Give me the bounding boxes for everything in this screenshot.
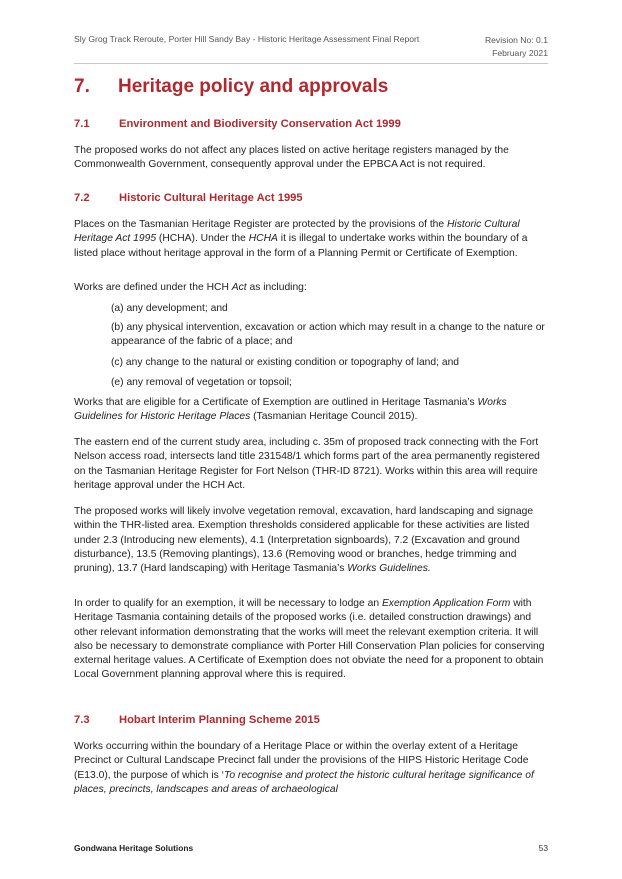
form-title-italic: Exemption Application Form [381, 598, 511, 609]
section-title: Historic Cultural Heritage Act 1995 [119, 192, 303, 204]
section-7-2-heading [74, 192, 303, 204]
footer-company: Gondwana Heritage Solutions [74, 843, 194, 853]
header-divider [74, 63, 548, 64]
list-item-c: (c) any change to the natural or existing condition or topography of land; and [111, 357, 460, 368]
paragraph-thr-protection [74, 218, 548, 261]
purpose-quote-italic: To recognise and protect the historic cultural heritage significance of places, precincts, landscapes and areas of archaeological [74, 769, 534, 795]
text-run: Works occurring within the boundary of a Heritage Place or within the overlay extent of a Heritage Precinct or Cultural Landscape Precinct fall under the provisions of the HIPS Historic Heritage Code (E13.0), the purpose of which is ‘ [74, 741, 529, 781]
paragraph-proposed-works [74, 505, 548, 576]
chapter-title: Heritage policy and approvals [118, 76, 389, 97]
section-7-1-paragraph: The proposed works do not affect any places listed on active heritage registers managed by the Commonwealth Government, consequently approval under the EPBCA Act is not required. [74, 145, 509, 171]
guidelines-title-italic: Works Guidelines for Historic Heritage Places [74, 397, 507, 423]
text-run: Works that are eligible for a Certificate of Exemption are outlined in Heritage Tasmania’s [74, 397, 478, 408]
section-7-3-heading [74, 714, 320, 726]
text-run: Works are defined under the HCH [74, 282, 232, 293]
text-run: as including: [246, 282, 307, 293]
list-item-e: (e) any removal of vegetation or topsoil; [111, 377, 292, 388]
hcha-italic: HCHA [248, 233, 278, 245]
text-run: Places on the Tasmanian Heritage Register are protected by the provisions of the [74, 219, 447, 230]
header-date: February 2021 [492, 48, 548, 58]
section-7-1-heading [74, 118, 401, 130]
text-run: with Heritage Tasmania containing details of the proposed works (i.e. detailed construction drawings) and other relevant information demonstrating that the works will meet the relevant exemption criteria. It will also be necessary to demonstrate compliance with Porter Hill Conservation Plan policies for conserving external heritage values. A Certificate of Exemption does not obviate the need for a proponent to obtain Local Government planning approval where this is required. [74, 598, 545, 681]
list-item-a: (a) any development; and [111, 303, 228, 314]
text-run: The proposed works will likely involve vegetation removal, excavation, hard landscaping and signage within the THR-listed area. Exemption thresholds considered applicable for these activities are listed under 2.3 (Introducing new elements), 4.1 (Interpretation signboards), 7.2 (Excavation and ground disturbance), 13.5 (Removing plantings), 13.6 (Removing wood or branches, hedge trimming and pruning), 13.7 (Hard landscaping) with Heritage Tasmania’s [74, 506, 534, 575]
act-italic: Act [231, 282, 247, 293]
paragraph-works-defined [74, 281, 548, 295]
text-run: (Tasmanian Heritage Council 2015). [250, 411, 418, 423]
act-title-italic: Historic Cultural Heritage Act 1995 [74, 219, 520, 245]
text-run: In order to qualify for an exemption, it will be necessary to lodge an [74, 598, 382, 609]
section-title: Hobart Interim Planning Scheme 2015 [119, 714, 320, 726]
section-number: 7.1 [74, 118, 90, 130]
text-run: it is illegal to undertake works within the boundary of a listed place without heritage approval in the form of a Planning Permit or Certificate of Exemption. [74, 233, 528, 259]
paragraph-exemption-guidelines [74, 396, 548, 425]
text-run: (HCHA). Under the [156, 233, 249, 245]
paragraph-planning-scheme [74, 740, 548, 797]
header-report-title: Sly Grog Track Reroute, Porter Hill Sandy Bay - Historic Heritage Assessment Final Report [74, 34, 420, 44]
section-number: 7.2 [74, 192, 90, 204]
list-item-b: (b) any physical intervention, excavation or action which may result in a change to the nature or appearance of the fabric of a place; and [111, 322, 545, 348]
page-number: 53 [538, 843, 548, 853]
chapter-number: 7. [74, 76, 90, 97]
header-revision-block [485, 34, 548, 60]
section-number: 7.3 [74, 714, 90, 726]
header-revision: Revision No: 0.1 [484, 35, 548, 45]
chapter-heading [74, 76, 388, 98]
works-guidelines-italic: Works Guidelines. [347, 563, 431, 575]
section-title: Environment and Biodiversity Conservation Act 1999 [119, 118, 401, 130]
paragraph-exemption-application [74, 597, 548, 683]
paragraph-study-area: The eastern end of the current study area, including c. 35m of proposed track connecting with the Fort Nelson access road, intersects land title 231548/1 which forms part of the area permanently registered on the Tasmanian Heritage Register for Fort Nelson (THR-ID 8721). Works within this area will require heritage approval under the HCH Act. [74, 437, 540, 491]
